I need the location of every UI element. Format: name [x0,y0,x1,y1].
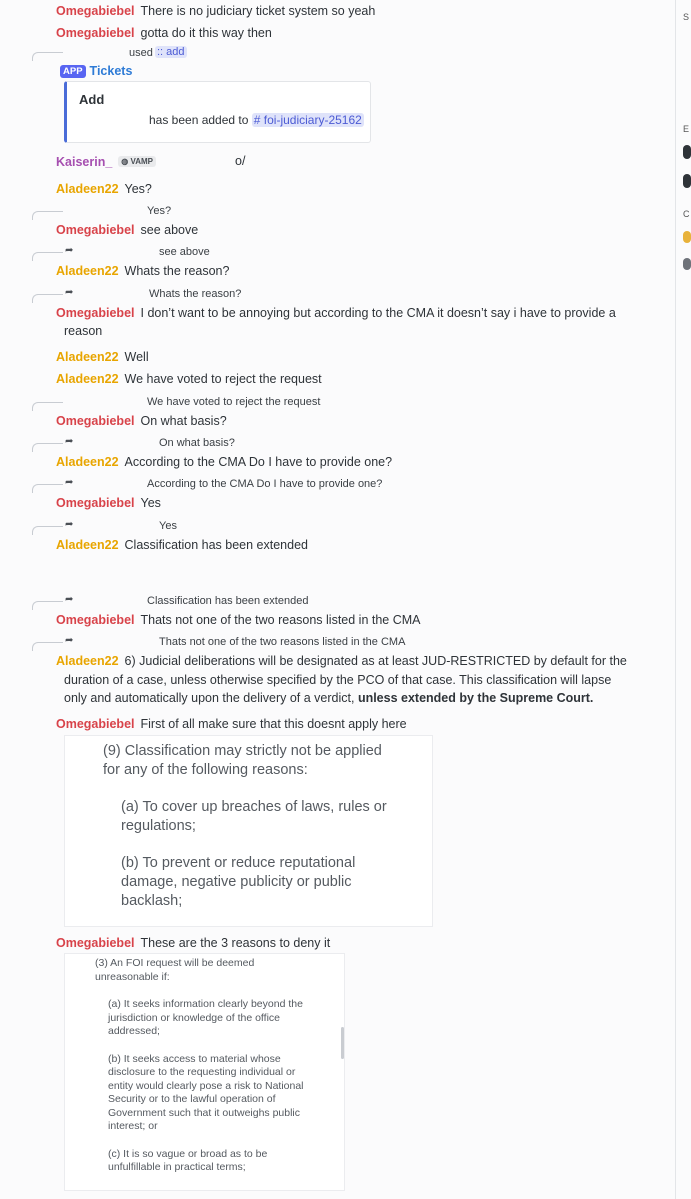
attached-image[interactable] [64,735,433,927]
image-line: (b) It seeks access to material whose [108,1052,281,1065]
message-text: Classification has been extended [124,538,308,552]
reply-arrow-icon: ➦ [65,436,74,447]
image-line: addressed; [108,1025,160,1037]
message [56,716,407,732]
author-name[interactable]: Aladeen22 [56,654,119,668]
author-name[interactable]: Aladeen22 [56,264,119,278]
image-scrollbar[interactable] [341,1027,344,1059]
reply-connector [32,294,63,303]
embed-description [149,113,364,127]
author-name[interactable]: Aladeen22 [56,350,119,364]
message [56,263,229,279]
author-name[interactable]: Aladeen22 [56,538,119,552]
reply-connector [32,252,63,261]
message-text: On what basis? [140,414,227,428]
message-text: reason [64,324,103,338]
message-text: Yes? [124,182,152,196]
message-text: I don’t want to be annoying but according to the CMA it doesn’t say i have to provide a [140,306,616,320]
message-text: o/ [235,154,246,168]
app-name[interactable]: Tickets [89,64,133,78]
reply-arrow-icon: ➦ [65,519,74,530]
image-line: (a) To cover up breaches of laws, rules or [121,799,387,815]
author-name[interactable]: Omegabiebel [56,414,135,428]
message [56,495,161,511]
role-tag [118,156,156,167]
image-line: (3) An FOI request will be deemed [95,957,255,969]
message-text: There is no judiciary ticket system so yeah [140,4,376,18]
message-text: see above [140,223,199,237]
spacer [95,984,304,998]
image-line: for any of the following reasons: [103,762,308,778]
message [56,612,421,628]
spacer [95,1039,304,1053]
message-text: only and automatically upon the delivery of a verdict, [64,691,355,705]
reply-connector [32,642,63,651]
message-text: These are the 3 reasons to deny it [140,936,331,950]
reply-text: see above [159,246,210,258]
reply-arrow-icon: ➦ [65,477,74,488]
author-name[interactable]: Aladeen22 [56,455,119,469]
message-text: duration of a case, unless otherwise specified by the PCO of that case. This classification will lapse [64,673,612,687]
reply-connector [32,443,63,452]
command-used-text: used [129,47,153,59]
app-message-header [60,63,132,79]
sidebar-label: E [683,124,690,134]
author-name[interactable]: Omegabiebel [56,717,135,731]
message-text: Well [124,350,149,364]
author-name[interactable]: Omegabiebel [56,26,135,40]
message-text: Thats not one of the two reasons listed in the CMA [140,613,421,627]
message [56,537,308,553]
reply-text: We have voted to reject the request [147,396,321,408]
reply-arrow-icon: ➦ [65,245,74,256]
tag-label: VAMP [130,157,154,166]
image-line: (9) Classification may strictly not be applied [103,743,382,759]
reply-text: Yes? [147,205,172,217]
message [56,222,198,238]
command-mention[interactable]: :: add [157,46,185,58]
reply-connector [32,601,63,610]
image-line: unreasonable if: [95,970,170,983]
reply-connector [32,211,63,220]
emoji-icon[interactable] [683,231,691,243]
image-line: unfulfillable in practical terms; [108,1161,246,1173]
embed-desc-prefix: has been added to [149,113,249,127]
spacer [103,780,387,798]
message-bold-text: unless extended by the Supreme Court. [357,691,594,705]
image-line: regulations; [121,818,196,834]
reply-text: On what basis? [159,437,235,449]
image-line: (c) It is so vague or broad as to be [108,1147,268,1160]
image-line: backlash; [121,893,183,909]
reply-text: According to the CMA Do I have to provide one? [147,478,383,490]
avatar[interactable] [683,145,691,159]
message-text: 6) Judicial deliberations will be designated as at least JUD-RESTRICTED by default for the [124,654,627,668]
message-text: gotta do it this way then [140,26,272,40]
image-text [103,742,387,911]
message-continuation [64,690,593,706]
reply-connector [32,52,63,61]
message [56,305,616,321]
image-line: jurisdiction or knowledge of the office [108,1011,280,1024]
embed-title: Add [79,92,105,107]
image-line: damage, negative publicity or public [121,874,352,890]
message [56,371,322,387]
reply-arrow-icon: ➦ [65,594,74,605]
embed-card [64,81,371,143]
attached-image[interactable] [64,953,345,1191]
message [56,25,272,41]
message [56,3,375,19]
reply-text: Classification has been extended [147,595,309,607]
message-text: According to the CMA Do I have to provide one? [124,455,393,469]
reply-connector [32,526,63,535]
message-text: Yes [140,496,161,510]
author-name[interactable]: Omegabiebel [56,613,135,627]
author-name[interactable]: Aladeen22 [56,182,119,196]
reply-connector [32,484,63,493]
avatar[interactable] [683,258,691,270]
message [56,935,330,951]
image-line: Security or to the lawful operation of [108,1093,276,1105]
channel-mention[interactable]: # foi-judiciary-25162 [253,113,362,127]
app-badge: APP [60,65,86,78]
reply-text: Yes [159,520,177,532]
message-text: We have voted to reject the request [124,372,322,386]
image-line: (b) To prevent or reduce reputational [121,855,356,871]
reply-text: Whats the reason? [149,288,242,300]
image-line: disclosure to the requesting individual or [108,1066,296,1078]
author-name[interactable]: Aladeen22 [56,372,119,386]
image-line: Government such that it outweighs public [108,1106,301,1119]
sidebar-label: C [683,209,690,219]
image-text [95,957,304,1175]
author-name[interactable]: Omegabiebel [56,306,135,320]
tag-icon: ◍ [121,157,131,166]
image-line: entity would clearly pose a risk to National [108,1079,304,1092]
message [56,454,392,470]
reply-arrow-icon: ➦ [65,287,74,298]
member-sidebar [675,0,688,1199]
message-continuation [64,672,611,688]
message-continuation [64,323,102,339]
author-name[interactable]: Omegabiebel [56,496,135,510]
author-name[interactable]: Omegabiebel [56,223,135,237]
spacer [95,1134,304,1148]
message-text: Whats the reason? [124,264,230,278]
author-name[interactable]: Omegabiebel [56,936,135,950]
message [56,653,627,669]
reply-text: Thats not one of the two reasons listed in the CMA [159,636,406,648]
reply-arrow-icon: ➦ [65,635,74,646]
message [56,181,152,197]
image-line: (a) It seeks information clearly beyond the [108,998,303,1010]
message [56,154,162,170]
reply-connector [32,402,63,411]
message-text: First of all make sure that this doesnt apply here [140,717,407,731]
author-name[interactable]: Kaiserin_ [56,155,113,169]
author-name[interactable]: Omegabiebel [56,4,135,18]
message [56,349,149,365]
message [56,413,227,429]
image-line: interest; or [108,1120,158,1132]
spacer [103,836,387,854]
sidebar-label: S [683,12,690,22]
avatar[interactable] [683,174,691,188]
